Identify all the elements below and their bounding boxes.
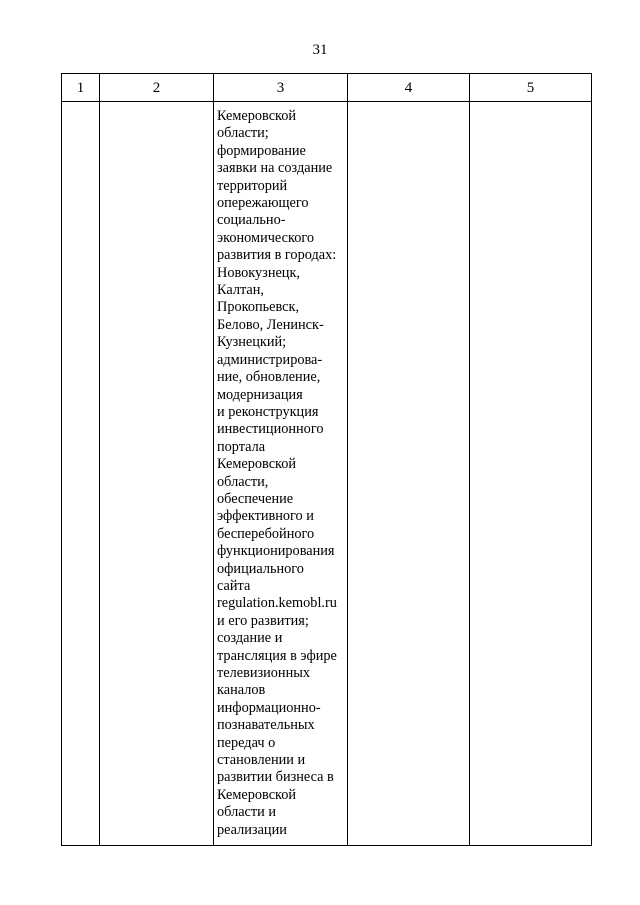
cell-column-5 <box>470 102 592 846</box>
text-line: портала <box>217 438 266 455</box>
column-header-3: 3 <box>214 74 348 102</box>
cell-column-2 <box>100 102 214 846</box>
text-line: реализации <box>217 821 287 838</box>
text-line: территорий <box>217 177 288 194</box>
column-header-4: 4 <box>348 74 470 102</box>
text-line: Калтан, <box>217 282 264 299</box>
text-line: Новокузнецк, <box>217 264 300 281</box>
table-row <box>62 102 592 846</box>
text-line: информационно- <box>217 699 321 716</box>
text-line: передач о <box>217 734 276 751</box>
table-header-row <box>62 74 592 102</box>
text-line: и реконструкция <box>217 403 319 420</box>
page-number: 31 <box>312 42 328 58</box>
text-line: бесперебойного <box>217 525 315 542</box>
document-table <box>61 73 592 846</box>
cell-column-3 <box>214 102 348 846</box>
text-line: сайта <box>217 577 251 594</box>
text-line: заявки на создание <box>217 160 333 177</box>
text-line: модернизация <box>217 386 303 403</box>
text-line: функционирования <box>217 543 335 560</box>
text-line: администрирова- <box>217 351 323 368</box>
text-line: развития в городах: <box>217 247 337 264</box>
text-line: становлении и <box>217 752 306 769</box>
column-header-5: 5 <box>470 74 592 102</box>
text-line: regulation.kemobl.ru <box>217 595 337 612</box>
text-line: каналов <box>217 682 266 699</box>
column-header-1: 1 <box>62 74 100 102</box>
text-line: Кузнецкий; <box>217 334 287 351</box>
text-line: опережающего <box>217 195 309 212</box>
text-line: развитии бизнеса в <box>217 769 334 786</box>
text-line: области; <box>217 125 269 142</box>
text-line: официального <box>217 560 304 577</box>
text-line: Кемеровской <box>217 786 297 803</box>
text-line: ние, обновление, <box>217 369 321 386</box>
text-line: телевизионных <box>217 665 310 681</box>
column-header-2: 2 <box>100 74 214 102</box>
text-line: трансляция в эфире <box>217 647 337 664</box>
text-line: инвестиционного <box>217 421 324 438</box>
cell-column-4 <box>348 102 470 846</box>
cell-column-1 <box>62 102 100 846</box>
text-line: создание и <box>217 630 283 647</box>
text-line: Кемеровской <box>217 108 297 124</box>
text-line: экономического <box>217 229 314 246</box>
text-line: Кемеровской <box>217 456 297 473</box>
text-line: социально- <box>217 212 286 229</box>
text-line: формирование <box>217 142 306 159</box>
text-line: эффективного и <box>217 508 314 525</box>
text-line: Прокопьевск, <box>217 299 300 316</box>
text-line: познавательных <box>217 717 315 734</box>
text-line: обеспечение <box>217 490 294 507</box>
text-line: области, <box>217 473 269 490</box>
text-line: и его развития; <box>217 612 309 629</box>
text-line: Белово, Ленинск- <box>217 316 324 333</box>
text-line: области и <box>217 804 277 821</box>
